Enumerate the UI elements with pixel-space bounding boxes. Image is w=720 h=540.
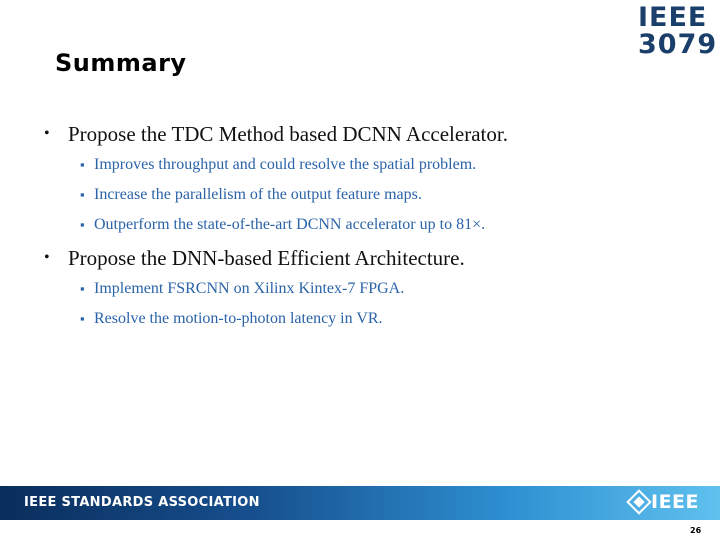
sub-bullet-icon: ▪ [80,187,85,202]
bullet-item-1 [44,120,684,148]
sub-bullet-icon: ▪ [80,281,85,296]
bullet-text: Propose the DNN-based Efficient Architecture. [68,246,465,270]
sub-bullet-item [44,154,684,176]
sub-bullet-text: Outperform the state-of-the-art DCNN accelerator up to 81×. [94,216,486,233]
footer-bar [0,486,720,520]
ieee-diamond-icon [626,489,651,514]
bullet-list [44,120,684,338]
logo-line-2: 3079 [638,29,718,60]
bullet-text: Propose the TDC Method based DCNN Accelerator. [68,122,508,146]
ieee-3079-logo [638,2,718,60]
sub-bullet-item [44,184,684,206]
sub-bullet-item [44,308,684,330]
sub-bullet-icon: ▪ [80,311,85,326]
sub-bullet-text: Increase the parallelism of the output feature maps. [94,186,422,203]
bullet-item-2 [44,244,684,272]
bullet-icon: • [44,249,50,266]
bullet-icon: • [44,125,50,142]
sub-bullet-icon: ▪ [80,157,85,172]
sub-bullet-item [44,214,684,236]
sub-bullet-text: Improves throughput and could resolve the spatial problem. [94,156,477,173]
footer-brand: IEEE [651,491,700,513]
sub-bullet-list-1 [44,154,684,236]
sub-bullet-item [44,278,684,300]
sub-bullet-text: Implement FSRCNN on Xilinx Kintex-7 FPGA. [94,280,405,297]
page-number: 26 [690,526,702,535]
sub-bullet-text: Resolve the motion-to-photon latency in VR. [94,310,383,327]
footer-association: IEEE STANDARDS ASSOCIATION [24,495,260,510]
logo-line-1: IEEE [638,2,708,33]
sub-bullet-icon: ▪ [80,217,85,232]
footer-ieee-logo [630,491,699,513]
slide-title: Summary [55,49,187,77]
sub-bullet-list-2 [44,278,684,330]
